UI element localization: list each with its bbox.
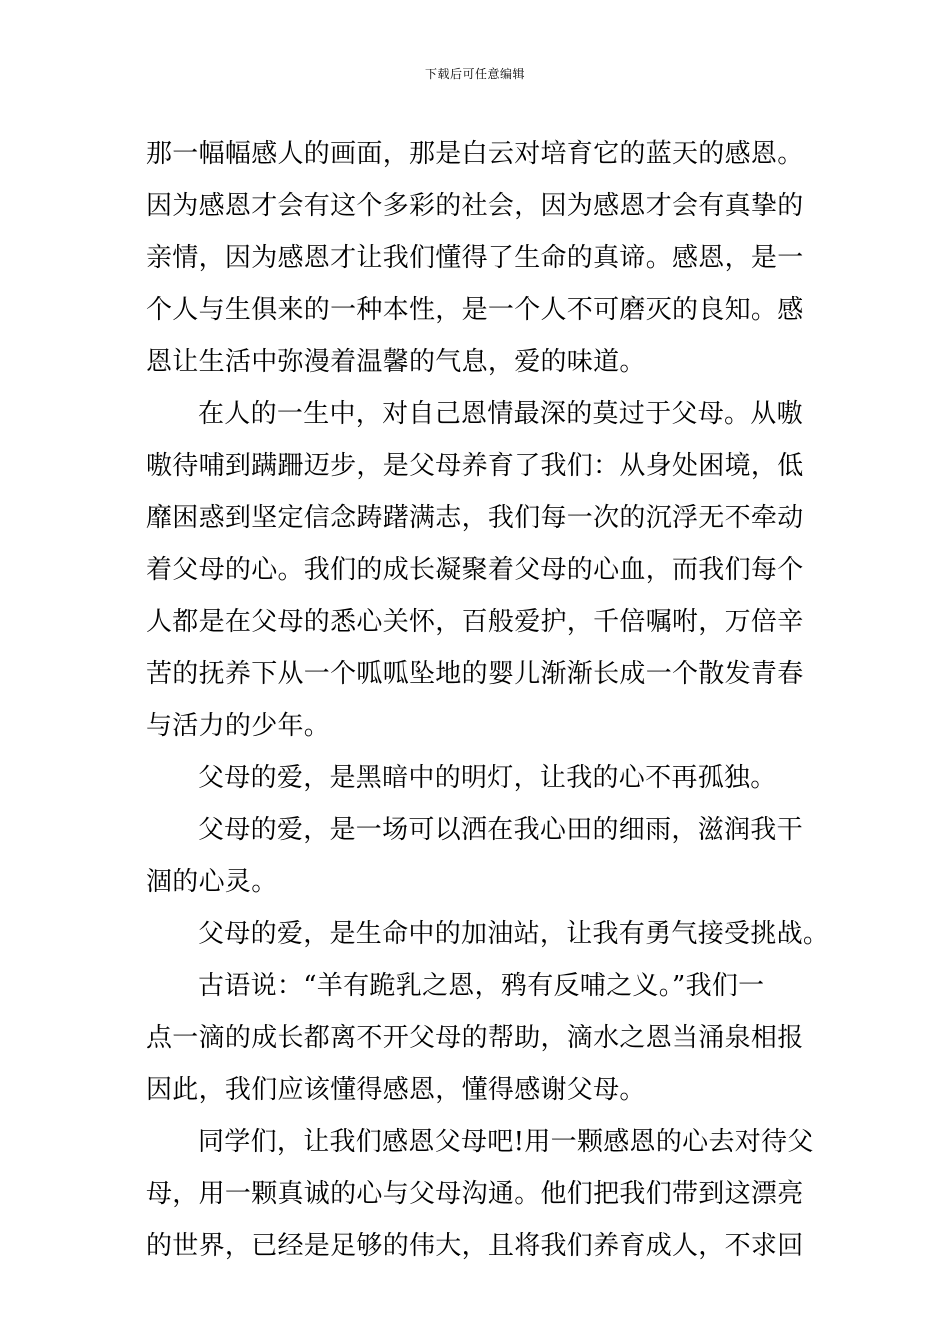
text-line: 人都是在父母的悉心关怀，百般爱护，千倍嘱咐，万倍辛	[146, 607, 804, 637]
paragraph-start-line: 同学们，让我们感恩父母吧!用一颗感恩的心去对待父	[198, 1127, 814, 1157]
page-header: 下载后可任意编辑	[424, 67, 525, 81]
text-line: 的世界，已经是足够的伟大，且将我们养育成人，不求回	[146, 1231, 804, 1261]
text-line: 嗷待哺到蹒跚迈步，是父母养育了我们：从身处困境，低	[146, 451, 804, 481]
text-line: 点一滴的成长都离不开父母的帮助，滴水之恩当涌泉相报	[146, 1023, 804, 1053]
text-line: 那一幅幅感人的画面，那是白云对培育它的蓝天的感恩。	[146, 139, 804, 169]
paragraph-start-line: 父母的爱，是生命中的加油站，让我有勇气接受挑战。	[198, 919, 830, 949]
text-line: 与活力的少年。	[146, 711, 331, 741]
paragraph-start-line: 在人的一生中，对自己恩情最深的莫过于父母。从嗷	[198, 399, 803, 429]
paragraph-start-line: 父母的爱，是黑暗中的明灯，让我的心不再孤独。	[198, 763, 777, 793]
text-line: 靡困惑到坚定信念踌躇满志，我们每一次的沉浮无不牵动	[146, 503, 804, 533]
text-line: 恩让生活中弥漫着温馨的气息，爱的味道。	[146, 347, 646, 377]
text-line: 因此，我们应该懂得感恩，懂得感谢父母。	[146, 1075, 646, 1105]
text-line: 涸的心灵。	[146, 867, 278, 897]
text-line: 亲情，因为感恩才让我们懂得了生命的真谛。感恩，是一	[146, 243, 804, 273]
paragraph-start-line: 古语说：“羊有跪乳之恩，鸦有反哺之义。”我们一	[198, 971, 765, 1001]
text-line: 着父母的心。我们的成长凝聚着父母的心血，而我们每个	[146, 555, 804, 585]
document-body	[146, 128, 830, 1272]
text-line: 母，用一颗真诚的心与父母沟通。他们把我们带到这漂亮	[146, 1179, 804, 1209]
text-line: 因为感恩才会有这个多彩的社会，因为感恩才会有真挚的	[146, 191, 804, 221]
paragraph-start-line: 父母的爱，是一场可以洒在我心田的细雨，滋润我干	[198, 815, 803, 845]
text-line: 苦的抚养下从一个呱呱坠地的婴儿渐渐长成一个散发青春	[146, 659, 804, 689]
text-line: 个人与生俱来的一种本性，是一个人不可磨灭的良知。感	[146, 295, 804, 325]
